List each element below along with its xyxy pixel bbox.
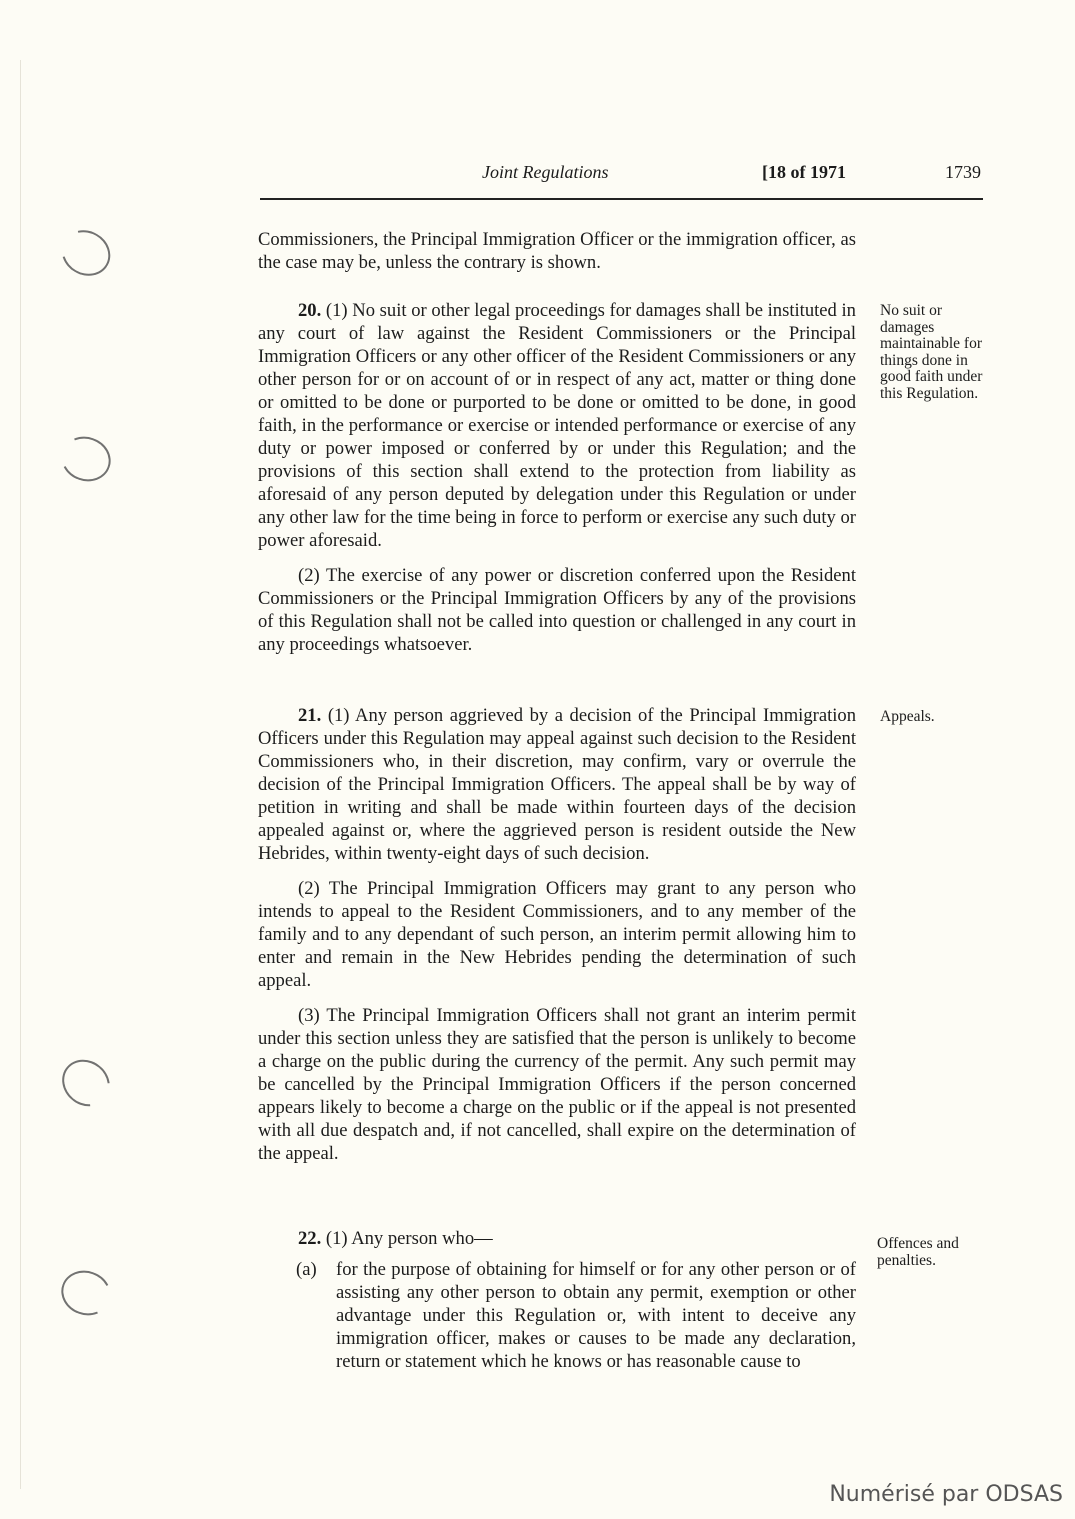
para-a-label: (a) xyxy=(296,1259,317,1280)
section-22 xyxy=(258,1227,856,1250)
section-21 xyxy=(258,704,856,1165)
continuation-text: Commissioners, the Principal Immigration Officer or the immigration officer, as the case may be, unless the contrary is shown. xyxy=(258,229,856,273)
act-reference: [18 of 1971 xyxy=(762,162,846,182)
para-a-text: for the purpose of obtaining for himself or for any other person or of assisting any other person to obtain any permit, exemption or other advantage under this Regulation or, with intent to deceive any immigration officer, makes or causes to be made any declaration, return or statement which he knows or has reasonable cause to xyxy=(336,1259,856,1372)
running-title: Joint Regulations xyxy=(482,162,609,182)
margin-note-22: Offences and penalties. xyxy=(877,1235,959,1269)
section-number: 21. xyxy=(298,705,322,726)
section-21-para-2: (2) The Principal Immigration Officers may grant to any person who intends to appeal to the Resident Commissioners, and to any member of the family and to any dependant of such person, an interim permit allowing him to enter and remain in the New Hebrides pending the determination of such appeal. xyxy=(258,878,856,991)
section-number: 22. xyxy=(298,1228,322,1249)
para-text: (1) Any person who— xyxy=(325,1228,493,1249)
section-20 xyxy=(258,299,856,656)
page-number: 1739 xyxy=(945,162,981,182)
section-22-para-a xyxy=(296,1258,856,1373)
margin-note-20: No suit or damages maintainable for things done in good faith under this Regulation. xyxy=(880,302,983,402)
section-22-para-1 xyxy=(258,1227,856,1250)
continuation-block xyxy=(258,228,856,274)
punch-hole-1 xyxy=(53,221,118,284)
punch-hole-3 xyxy=(53,1050,120,1116)
section-21-para-1 xyxy=(258,704,856,865)
punch-hole-4 xyxy=(55,1264,117,1322)
para-text: (1) Any person aggrieved by a decision of the Principal Immigration Officers under this Regulation may appeal against such decision to the Resident Commissioners who, in their discretion, may confirm, vary or overrule the decision of the Principal Immigration Officers. The appeal shall be by way of petition in writing and shall be made within fourteen days of the decision appealed against or, where the aggrieved person is resident outside the New Hebrides, within twenty-eight days of such decision. xyxy=(258,705,856,864)
page-edge xyxy=(20,60,21,1489)
punch-hole-2 xyxy=(55,430,117,488)
section-20-para-2: (2) The exercise of any power or discretion conferred upon the Resident Commissioners or the Principal Immigration Officers by any of the provisions of this Regulation shall not be called into question or challenged in any court in any proceedings whatsoever. xyxy=(258,565,856,655)
section-20-para-1 xyxy=(258,299,856,552)
digitization-watermark: Numérisé par ODSAS xyxy=(829,1482,1063,1507)
section-21-para-3: (3) The Principal Immigration Officers shall not grant an interim permit under this section unless they are satisfied that the person is unlikely to become a charge on the public during the currency of the permit. Any such permit may be cancelled by the Principal Immigration Officers if the person concerned appears likely to become a charge on the public or if the appeal is not presented with all due despatch and, if not cancelled, shall expire on the determination of the appeal. xyxy=(258,1005,856,1164)
section-number: 20. xyxy=(298,300,322,321)
para-text: (1) No suit or other legal proceedings for damages shall be instituted in any court of law against the Resident Commissioners or the Principal Immigration Officers or any other officer of the Resident Commissioners or any other person for or on account of or in respect of any act, matter or thing done or omitted to be done or purported to be done or omitted to be done, in good faith, in the performance or exercise or intended performance or exercise of any duty or power imposed or conferred by or under this Regulation; and the provisions of this section shall extend to the protection from liability as aforesaid of any person deputed by delegation under this Regulation or under any other law for the time being in force to perform or exercise any such duty or power aforesaid. xyxy=(258,300,856,551)
page-header xyxy=(260,160,983,190)
margin-note-21: Appeals. xyxy=(880,708,935,725)
header-rule xyxy=(260,198,983,200)
